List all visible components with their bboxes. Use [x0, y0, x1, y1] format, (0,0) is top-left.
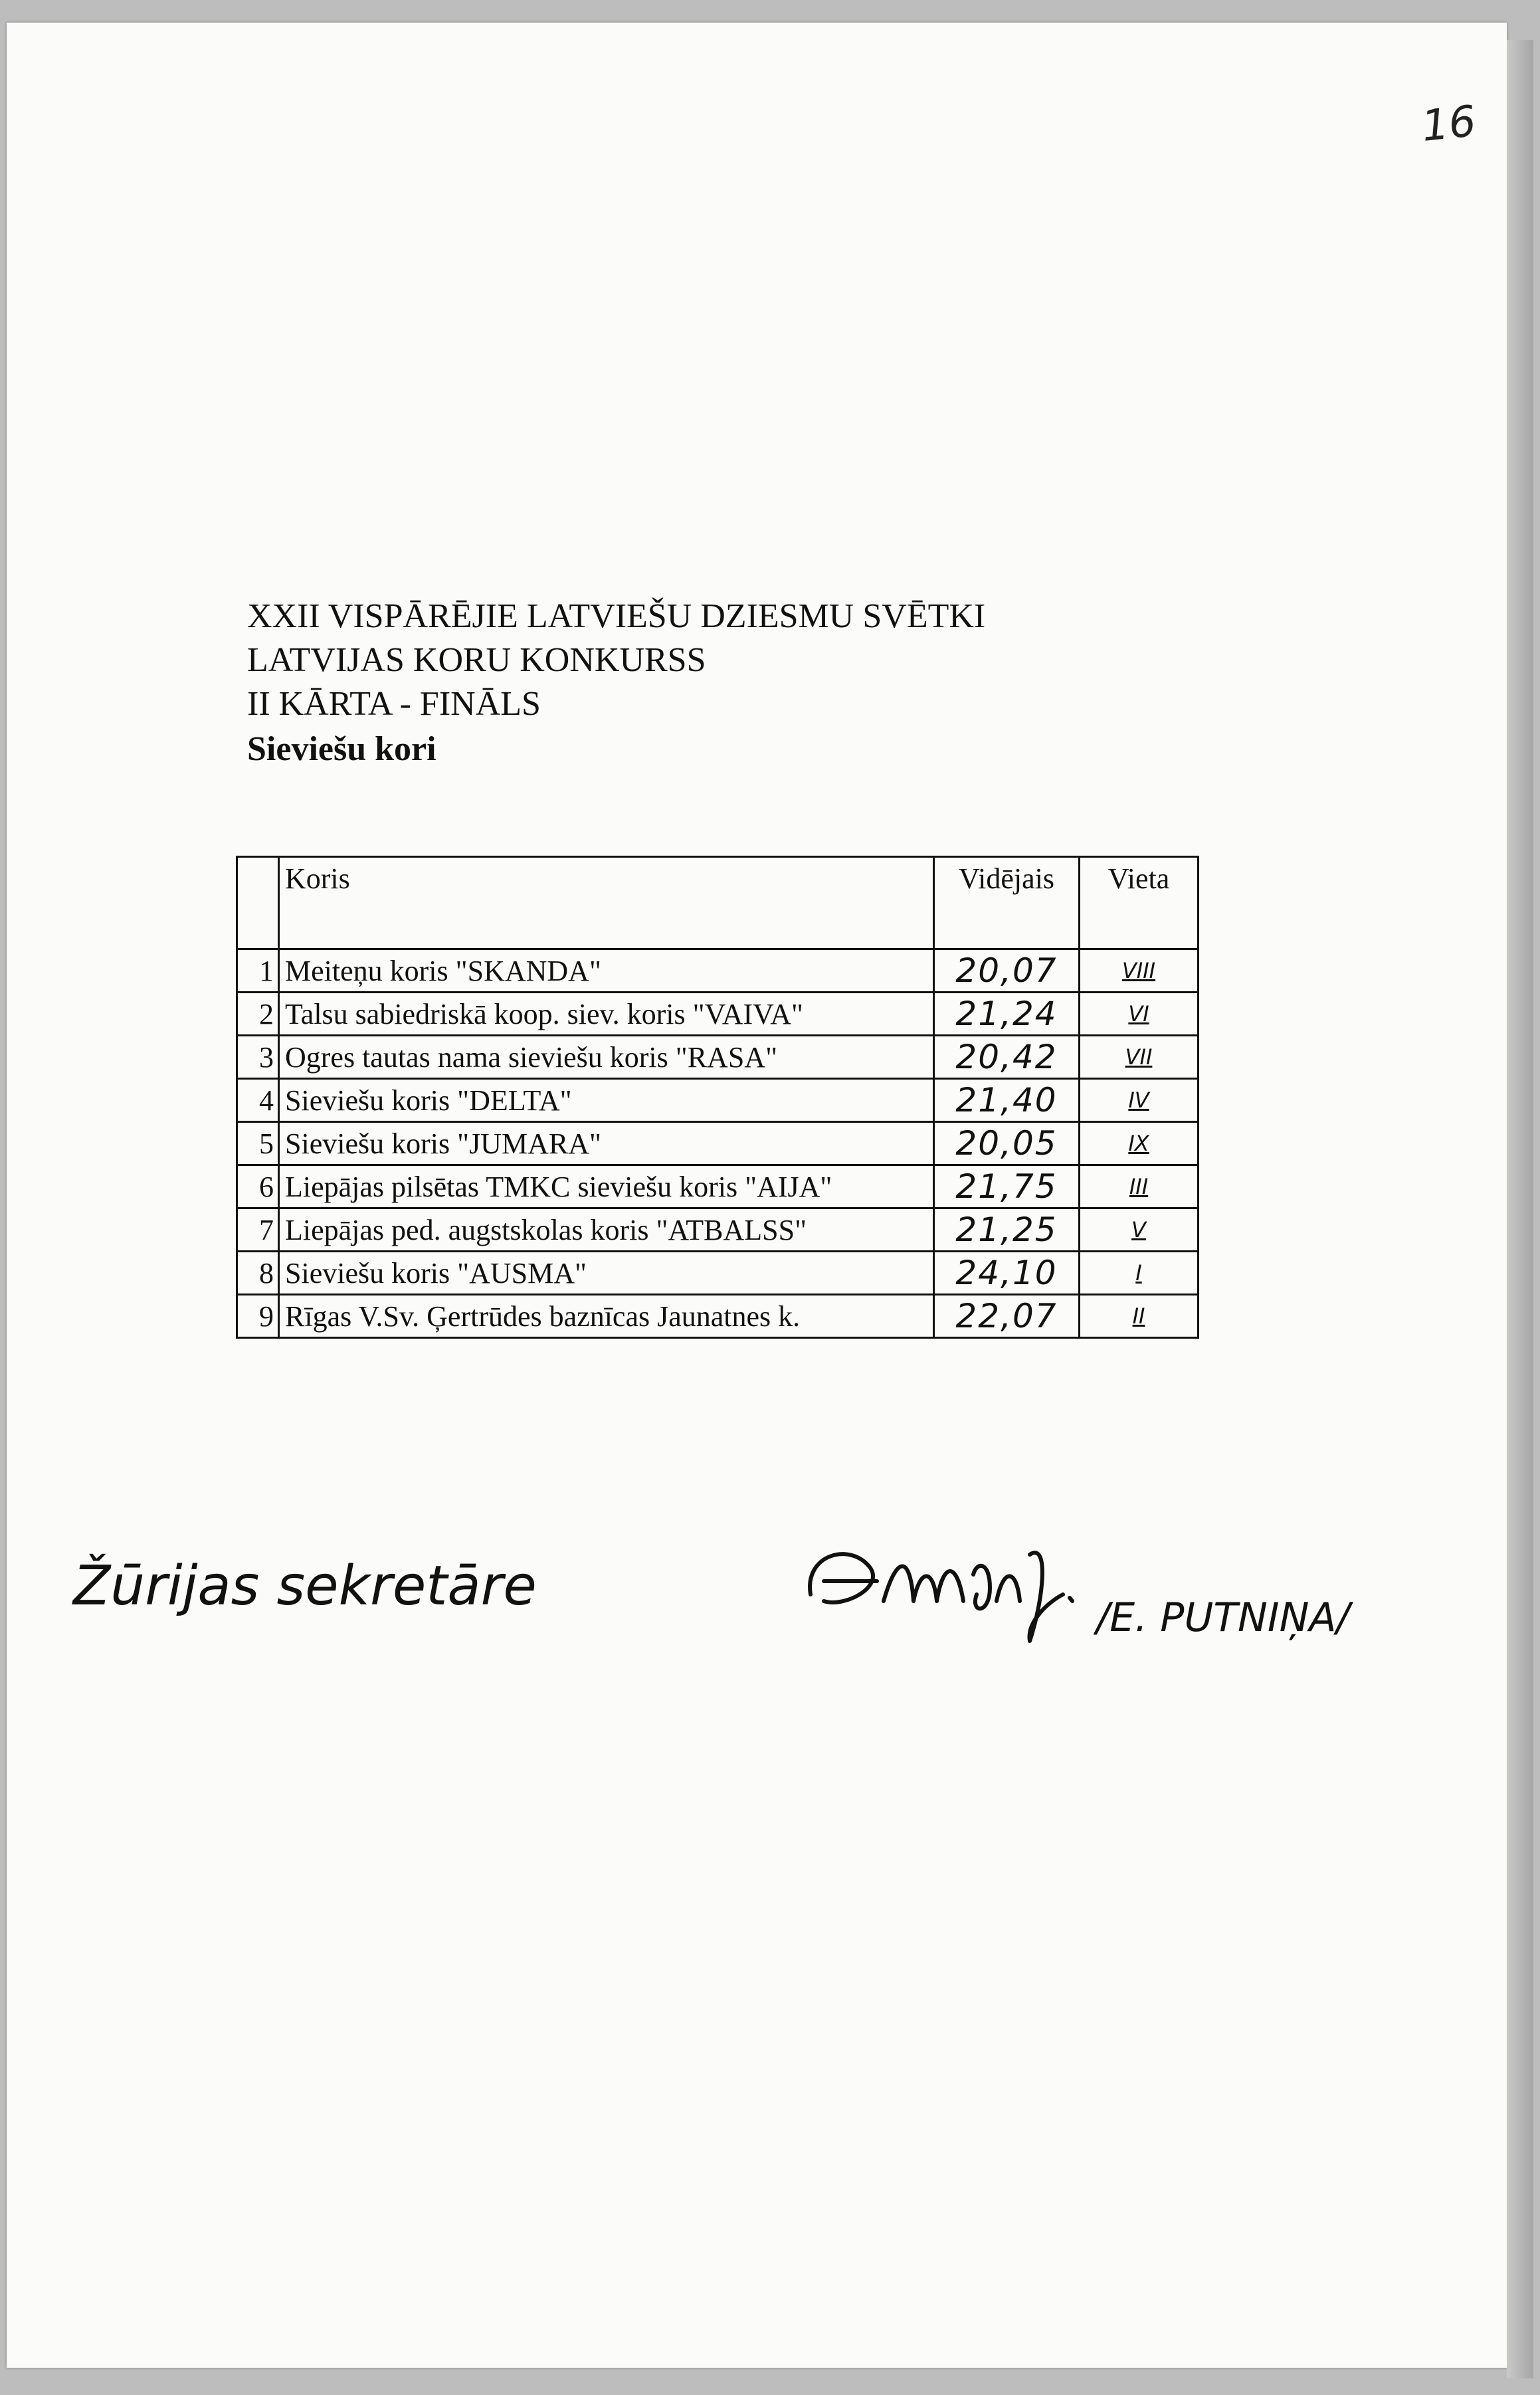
row-place: VII: [1080, 1036, 1199, 1079]
row-num: 7: [237, 1208, 279, 1252]
row-num: 2: [237, 993, 279, 1036]
page-edge: [1507, 40, 1533, 2378]
header-choir: Koris: [279, 857, 934, 949]
heading-line-2: LATVIJAS KORU KONKURSS: [247, 641, 706, 679]
row-choir: Sieviešu koris "AUSMA": [279, 1252, 934, 1295]
row-choir: Ogres tautas nama sieviešu koris "RASA": [279, 1036, 934, 1079]
row-average: 21,25: [934, 1208, 1080, 1252]
row-choir: Liepājas ped. augstskolas koris "ATBALSS": [279, 1208, 934, 1252]
row-choir: Sieviešu koris "JUMARA": [279, 1122, 934, 1165]
row-average: 22,07: [934, 1295, 1080, 1338]
row-choir: Talsu sabiedriskā koop. siev. koris "VAIVA": [279, 993, 934, 1036]
row-num: 1: [237, 949, 279, 993]
table-row: [237, 1079, 1199, 1122]
row-num: 9: [237, 1295, 279, 1338]
document-heading: [247, 595, 1177, 773]
heading-line-3: II KĀRTA - FINĀLS: [247, 685, 541, 723]
row-place: V: [1080, 1208, 1199, 1252]
row-choir: Rīgas V.Sv. Ģertrūdes baznīcas Jaunatnes k.: [279, 1295, 934, 1338]
row-place: IX: [1080, 1122, 1199, 1165]
page-number: 16: [1419, 96, 1479, 152]
heading-line-1: XXII VISPĀRĒJIE LATVIEŠU DZIESMU SVĒTKI: [247, 597, 986, 635]
row-num: 6: [237, 1165, 279, 1208]
header-average: Vidējais: [934, 857, 1080, 949]
table-row: [237, 949, 1199, 993]
row-num: 3: [237, 1036, 279, 1079]
header-place: Vieta: [1080, 857, 1199, 949]
row-average: 24,10: [934, 1252, 1080, 1295]
secretary-name: /E. PUTNIŅA/: [1096, 1594, 1350, 1641]
table-header-row: [237, 857, 1199, 949]
table-row: [237, 1122, 1199, 1165]
table-row: [237, 1252, 1199, 1295]
row-place: III: [1080, 1165, 1199, 1208]
table-row: [237, 1295, 1199, 1338]
row-average: 20,05: [934, 1122, 1080, 1165]
row-average: 20,07: [934, 949, 1080, 993]
row-choir: Sieviešu koris "DELTA": [279, 1079, 934, 1122]
results-table: [236, 856, 1199, 1339]
handwritten-signature: [797, 1515, 1083, 1648]
row-place: VIII: [1080, 949, 1199, 993]
table-row: [237, 1036, 1199, 1079]
jury-secretary-label: Žūrijas sekretāre: [73, 1555, 537, 1618]
row-choir: Liepājas pilsētas TMKC sieviešu koris "AIJA": [279, 1165, 934, 1208]
row-average: 21,24: [934, 993, 1080, 1036]
row-average: 20,42: [934, 1036, 1080, 1079]
row-place: I: [1080, 1252, 1199, 1295]
row-place: II: [1080, 1295, 1199, 1338]
row-place: VI: [1080, 993, 1199, 1036]
header-num: [237, 857, 279, 949]
table-row: [237, 1208, 1199, 1252]
table-row: [237, 993, 1199, 1036]
row-num: 5: [237, 1122, 279, 1165]
row-num: 8: [237, 1252, 279, 1295]
row-num: 4: [237, 1079, 279, 1122]
heading-subtitle: Sieviešu kori: [247, 730, 436, 768]
row-place: IV: [1080, 1079, 1199, 1122]
table-row: [237, 1165, 1199, 1208]
row-average: 21,75: [934, 1165, 1080, 1208]
row-choir: Meiteņu koris "SKANDA": [279, 949, 934, 993]
row-average: 21,40: [934, 1079, 1080, 1122]
